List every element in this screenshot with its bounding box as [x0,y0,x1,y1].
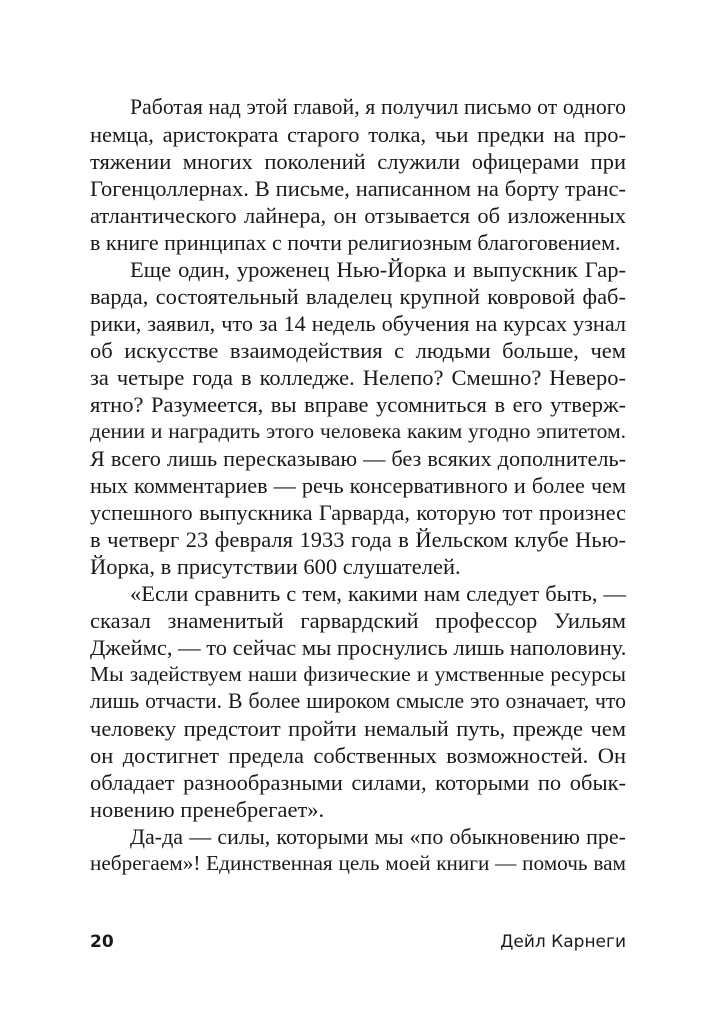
text-line: человеку предстоит пройти немалый путь, прежде чем [90,716,626,741]
text-line: тяжении многих поколений служили офицерами при [90,149,626,174]
text-line: Работая над этой главой, я получил письмо от одного [130,95,626,119]
text-line: в книге принципах с почти религиозным благоговением. [90,230,621,255]
page-footer [90,929,626,955]
text-line: Гогенцоллернах. В письме, написанном на борту транс- [90,176,626,201]
text-line: рики, заявил, что за 14 недель обучения на курсах узнал [90,311,626,336]
text-line: Я всего лишь пересказываю — без всяких дополнитель- [90,446,626,471]
text-line: успешного выпускника Гарварда, которую тот произнес [90,500,626,525]
text-line: Йорка, в присутствии 600 слушателей. [90,554,461,579]
text-line: «Если сравнить с тем, какими нам следует быть, — [130,581,626,606]
text-line: небрегаем»! Единственная цель моей книги — помочь вам [90,851,626,875]
text-line: сказал знаменитый гарвардский профессор Уильям [90,608,626,633]
text-line: об искусстве взаимодействия с людьми больше, чем [90,338,626,363]
text-line: ятно? Разумеется, вы вправе усомниться в его утверж- [90,392,626,417]
text-line: Мы задействуем наши физические и умственные ресурсы [90,662,626,686]
text-line: за четыре года в колледже. Нелепо? Смешно? Неверо- [90,365,626,390]
text-line: атлантического лайнера, он отзывается об изложенных [90,203,626,228]
page-number: 20 [90,932,114,952]
text-line: лишь отчасти. В более широком смысле это означает, что [90,689,626,713]
text-line: в четверг 23 февраля 1933 года в Йельском клубе Нью- [90,527,626,552]
text-line: обладает разнообразными силами, которыми по обык- [90,770,626,795]
text-line: немца, аристократа старого толка, чьи предки на про- [90,122,626,147]
body-text [90,94,626,877]
text-line: варда, состоятельный владелец крупной ковровой фаб- [90,284,626,309]
text-line: ных комментариев — речь консервативного и более чем [90,473,626,498]
text-line: он достигнет предела собственных возможностей. Он [90,743,626,768]
text-line: дении и наградить этого человека каким угодно эпитетом. [90,419,626,443]
text-line: Да-да — силы, которыми мы «по обыкновению пре- [130,824,626,849]
text-line: Джеймс, — то сейчас мы проснулись лишь наполовину. [90,635,627,660]
text-line: Еще один, уроженец Нью-Йорка и выпускник Гар- [130,257,626,282]
running-head-author: Дейл Карнеги [500,932,626,952]
text-line: новению пренебрегает». [90,797,325,822]
